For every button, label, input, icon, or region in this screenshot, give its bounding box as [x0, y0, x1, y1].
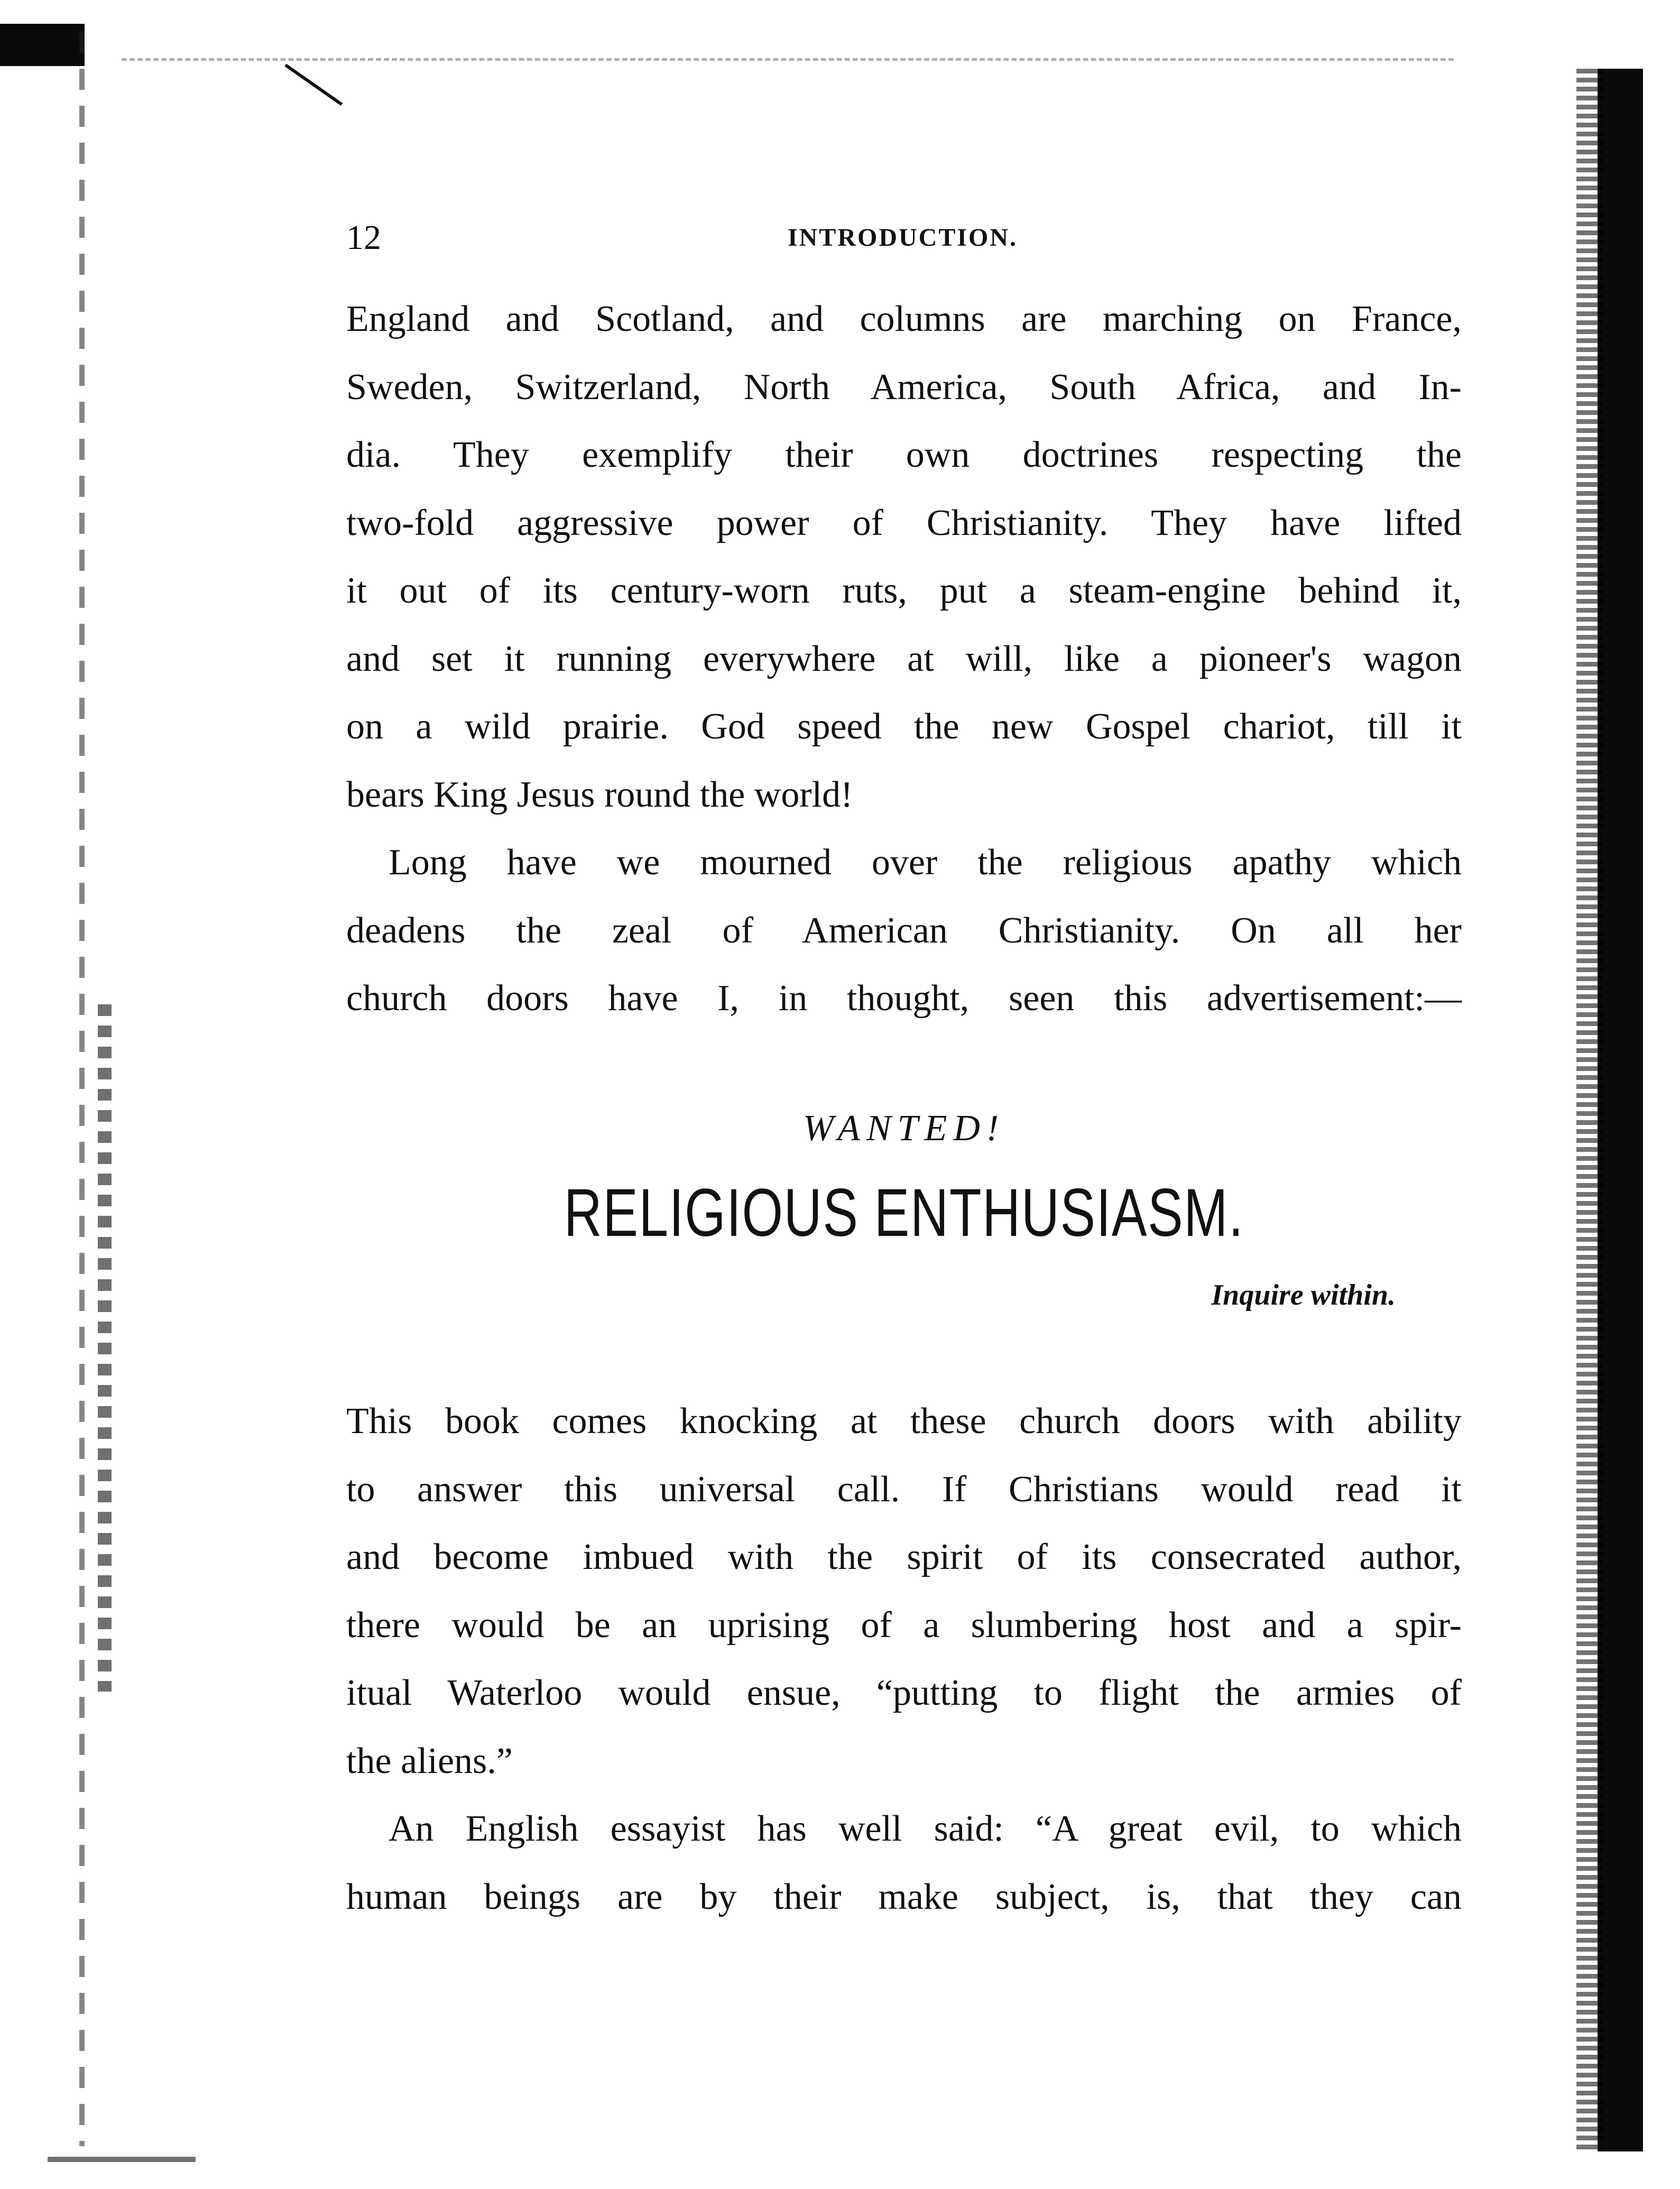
advertisement-note: Inquire within. [1211, 1279, 1396, 1311]
text-line: and set it running everywhere at will, like a pioneer's wagon [346, 638, 1462, 679]
scan-bottom-mark [48, 2157, 196, 2162]
text-line: to answer this universal call. If Christians would read it [346, 1468, 1462, 1510]
text-line: the aliens.” [346, 1740, 513, 1781]
scan-corner-mark [0, 24, 85, 66]
text-line: bears King Jesus round the world! [346, 774, 853, 815]
text-line: itual Waterloo would ensue, “putting to flight the armies of [346, 1673, 1462, 1713]
advertisement-wanted: WANTED! [802, 1108, 1005, 1149]
running-head [346, 211, 1459, 264]
scan-top-rule [122, 58, 1454, 61]
advertisement-headline: RELIGIOUS ENTHUSIASM. [564, 1175, 1244, 1251]
text-line: there would be an uprising of a slumbering host and a spir- [346, 1604, 1462, 1646]
text-line: This book comes knocking at these church doors with ability [346, 1401, 1462, 1442]
text-line: An English essayist has well said: “A great evil, to which [389, 1808, 1462, 1849]
text-line: it out of its century-worn ruts, put a steam-engine behind it, [346, 570, 1462, 611]
scan-right-edge [1598, 69, 1643, 2151]
text-line: Sweden, Switzerland, North America, South Africa, and In- [346, 366, 1462, 408]
scan-left-edge [79, 32, 85, 2146]
text-line: England and Scotland, and columns are marching on France, [346, 299, 1462, 339]
text-line: on a wild prairie. God speed the new Gospel chariot, till it [346, 706, 1462, 747]
text-line: dia. They exemplify their own doctrines respecting the [346, 435, 1462, 475]
running-title: INTRODUCTION. [787, 224, 1018, 252]
page-number: 12 [346, 218, 381, 257]
body-text-upper [346, 285, 1462, 1033]
text-line: church doors have I, in thought, seen this advertisement:— [346, 978, 1462, 1019]
scan-left-binding [98, 1004, 112, 1692]
text-line: deadens the zeal of American Christianity. On all her [346, 910, 1462, 951]
text-line: Long have we mourned over the religious apathy which [389, 842, 1462, 883]
text-line: human beings are by their make subject, is, that they can [346, 1876, 1462, 1917]
pencil-mark [284, 64, 343, 106]
text-line: and become imbued with the spirit of its consecrated author, [346, 1537, 1462, 1577]
body-text-lower [346, 1388, 1462, 1931]
text-line: two-fold aggressive power of Christianity. They have lifted [346, 502, 1462, 543]
